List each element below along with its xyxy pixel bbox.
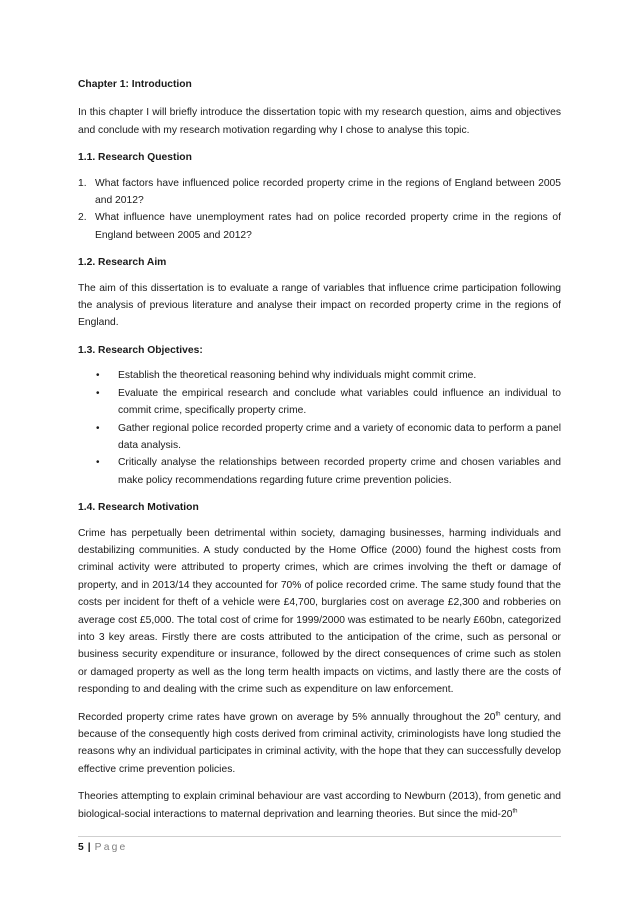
motivation-paragraph-3 [78, 788, 561, 823]
paragraph-text: century, and because of the consequently high costs derived from criminal activity, criminologists have long studied the reasons why an individual participates in criminal activity, with the hope that they can successfully develop effective crime prevention policies. [78, 711, 562, 775]
chapter-intro: In this chapter I will briefly introduce the dissertation topic with my research question, aims and objectives and conclude with my research motivation regarding why I chose to analyse this topic. [78, 107, 561, 136]
bullet-icon: • [96, 387, 100, 399]
research-question-list [78, 175, 561, 245]
footer-separator: | [87, 842, 91, 853]
footer-divider [78, 836, 561, 837]
superscript: th [512, 808, 518, 815]
list-number: 2. [78, 212, 87, 224]
page-footer [78, 842, 127, 853]
research-objectives-list [78, 367, 561, 489]
motivation-paragraph-1: Crime has perpetually been detrimental within society, damaging businesses, harming individuals and destabilizing communities. A study conducted by the Home Office (2000) found the highest costs from criminal activity were attributed to property crimes, which are crimes involving the theft or damage of property, and in 2013/14 they accounted for 70% of police recorded crime. The same study found that the costs per incident for theft of a vehicle were £4,700, burglaries cost on average £2,300 and robberies on average cost £5,000. The total cost of crime for 1999/2000 was estimated to be nearly £60bn, categorized into 3 key areas. Firstly there are costs attributed to the anticipation of the crime, such as personal or business security expenditure or insurance, followed by the direct consequences of crime such as stolen or damaged property as well as the long term health impacts on victims, and lastly there are the costs of responding to and dealing with the crime such as expenditure on law enforcement. [78, 527, 561, 696]
page-number: 5 [78, 842, 84, 853]
list-item-text: Gather regional police recorded property crime and a variety of economic data to perform a panel data analysis. [118, 422, 561, 451]
research-aim-heading: 1.2. Research Aim [78, 257, 167, 269]
list-item [78, 209, 561, 244]
research-objectives-heading: 1.3. Research Objectives: [78, 344, 203, 356]
research-aim-text: The aim of this dissertation is to evaluate a range of variables that influence crime participation following the analysis of previous literature and analyse their impact on recorded property crime in the regions of England. [78, 282, 561, 329]
bullet-icon: • [96, 457, 100, 469]
list-item [78, 367, 561, 384]
list-number: 1. [78, 177, 87, 189]
paragraph-text: Theories attempting to explain criminal behaviour are vast according to Newburn (2013), from genetic and biological-social interactions to maternal deprivation and learning theories. But since the mid-20 [78, 791, 561, 820]
list-item [78, 175, 561, 210]
motivation-paragraph-2 [78, 709, 561, 779]
page-label: Page [94, 842, 128, 853]
list-item-text: Critically analyse the relationships between recorded property crime and chosen variables and make policy recommendations regarding future crime prevention policies. [118, 457, 561, 486]
research-question-heading: 1.1. Research Question [78, 152, 192, 164]
bullet-icon: • [96, 370, 100, 382]
paragraph-text: Recorded property crime rates have grown on average by 5% annually throughout the 20 [78, 711, 496, 723]
list-item [78, 420, 561, 455]
list-item-text: What factors have influenced police recorded property crime in the regions of England between 2005 and 2012? [95, 177, 561, 207]
list-item [78, 454, 561, 489]
list-item-text: Evaluate the empirical research and conclude what variables could influence an individual to commit crime, specifically property crime. [118, 387, 561, 417]
superscript: th [495, 711, 501, 718]
chapter-title: Chapter 1: Introduction [78, 79, 192, 90]
list-item-text: Establish the theoretical reasoning behind why individuals might commit crime. [118, 370, 477, 382]
list-item [78, 385, 561, 420]
research-motivation-heading: 1.4. Research Motivation [78, 502, 199, 514]
page-content [78, 76, 561, 833]
bullet-icon: • [96, 422, 100, 434]
list-item-text: What influence have unemployment rates had on police recorded property crime in the regions of England between 2005 and 2012? [95, 212, 561, 241]
